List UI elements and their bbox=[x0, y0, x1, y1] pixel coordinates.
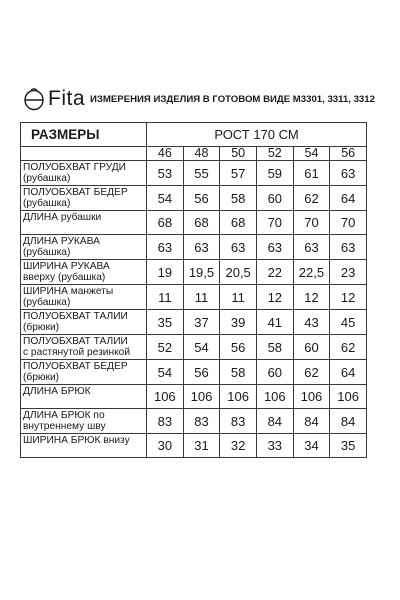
measurement-value: 54 bbox=[147, 360, 184, 385]
size-header-50: 50 bbox=[220, 147, 257, 161]
measurement-value: 60 bbox=[293, 335, 330, 360]
brand-logo bbox=[22, 86, 86, 112]
measurement-value: 58 bbox=[256, 335, 293, 360]
measurement-value: 35 bbox=[330, 434, 367, 458]
measurement-value: 31 bbox=[183, 434, 220, 458]
measurement-label: ДЛИНА рубашки bbox=[21, 211, 147, 235]
measurement-value: 43 bbox=[293, 310, 330, 335]
measurement-value: 22,5 bbox=[293, 260, 330, 285]
measurement-label: ШИРИНА манжеты (рубашка) bbox=[21, 285, 147, 310]
document-title: ИЗМЕРЕНИЯ ИЗДЕЛИЯ В ГОТОВОМ ВИДЕ М3301, 3311, 3312 bbox=[90, 94, 375, 105]
measurement-value: 41 bbox=[256, 310, 293, 335]
sizes-header: РАЗМЕРЫ bbox=[21, 123, 147, 147]
measurement-value: 32 bbox=[220, 434, 257, 458]
measurement-value: 20,5 bbox=[220, 260, 257, 285]
measurement-value: 63 bbox=[183, 235, 220, 260]
measurement-value: 70 bbox=[256, 211, 293, 235]
measurement-value: 62 bbox=[293, 186, 330, 211]
measurement-value: 70 bbox=[330, 211, 367, 235]
measurement-value: 106 bbox=[183, 385, 220, 409]
measurement-value: 63 bbox=[220, 235, 257, 260]
measurement-value: 11 bbox=[147, 285, 184, 310]
measurement-value: 56 bbox=[183, 360, 220, 385]
measurement-value: 60 bbox=[256, 186, 293, 211]
table-row bbox=[21, 434, 367, 458]
header-row bbox=[21, 123, 367, 147]
measurement-value: 56 bbox=[220, 335, 257, 360]
measurement-value: 19,5 bbox=[183, 260, 220, 285]
measurement-value: 62 bbox=[293, 360, 330, 385]
measurement-value: 83 bbox=[220, 409, 257, 434]
measurement-value: 68 bbox=[147, 211, 184, 235]
measurement-value: 59 bbox=[256, 161, 293, 186]
measurement-value: 57 bbox=[220, 161, 257, 186]
measurement-label: ПОЛУОБХВАТ ГРУДИ (рубашка) bbox=[21, 161, 147, 186]
height-header: РОСТ 170 СМ bbox=[147, 123, 367, 147]
size-chart-table bbox=[20, 122, 367, 458]
measurement-value: 55 bbox=[183, 161, 220, 186]
measurement-value: 63 bbox=[293, 235, 330, 260]
table-row bbox=[21, 211, 367, 235]
table-row bbox=[21, 310, 367, 335]
measurement-value: 54 bbox=[183, 335, 220, 360]
measurement-value: 63 bbox=[330, 235, 367, 260]
measurement-value: 106 bbox=[330, 385, 367, 409]
measurement-value: 63 bbox=[256, 235, 293, 260]
fita-logo-icon bbox=[22, 87, 46, 111]
table-row bbox=[21, 186, 367, 211]
brand-name: Fita bbox=[48, 87, 86, 110]
measurement-value: 63 bbox=[330, 161, 367, 186]
measurement-value: 35 bbox=[147, 310, 184, 335]
measurement-value: 54 bbox=[147, 186, 184, 211]
blank-cell bbox=[21, 147, 147, 161]
measurement-value: 83 bbox=[183, 409, 220, 434]
measurement-value: 11 bbox=[183, 285, 220, 310]
measurement-value: 58 bbox=[220, 186, 257, 211]
table-row bbox=[21, 161, 367, 186]
measurement-value: 64 bbox=[330, 186, 367, 211]
measurement-value: 53 bbox=[147, 161, 184, 186]
measurement-value: 12 bbox=[293, 285, 330, 310]
size-header-48: 48 bbox=[183, 147, 220, 161]
size-header-56: 56 bbox=[330, 147, 367, 161]
measurement-value: 45 bbox=[330, 310, 367, 335]
measurement-value: 34 bbox=[293, 434, 330, 458]
measurement-value: 106 bbox=[220, 385, 257, 409]
measurement-value: 33 bbox=[256, 434, 293, 458]
measurement-value: 22 bbox=[256, 260, 293, 285]
table-row bbox=[21, 385, 367, 409]
measurement-value: 62 bbox=[330, 335, 367, 360]
measurement-value: 106 bbox=[256, 385, 293, 409]
size-header-46: 46 bbox=[147, 147, 184, 161]
measurement-value: 84 bbox=[293, 409, 330, 434]
measurement-value: 68 bbox=[220, 211, 257, 235]
measurement-value: 37 bbox=[183, 310, 220, 335]
measurement-value: 23 bbox=[330, 260, 367, 285]
measurement-value: 56 bbox=[183, 186, 220, 211]
table-row bbox=[21, 285, 367, 310]
table-row bbox=[21, 235, 367, 260]
measurement-value: 12 bbox=[330, 285, 367, 310]
measurement-value: 19 bbox=[147, 260, 184, 285]
measurement-label: ДЛИНА БРЮК bbox=[21, 385, 147, 409]
measurement-label: ПОЛУОБХВАТ БЕДЕР (брюки) bbox=[21, 360, 147, 385]
measurement-label: ПОЛУОБХВАТ БЕДЕР (рубашка) bbox=[21, 186, 147, 211]
measurement-label: ДЛИНА РУКАВА (рубашка) bbox=[21, 235, 147, 260]
size-header-52: 52 bbox=[256, 147, 293, 161]
measurement-value: 64 bbox=[330, 360, 367, 385]
measurement-value: 84 bbox=[256, 409, 293, 434]
measurement-value: 68 bbox=[183, 211, 220, 235]
measurement-value: 11 bbox=[220, 285, 257, 310]
measurement-value: 84 bbox=[330, 409, 367, 434]
measurement-value: 39 bbox=[220, 310, 257, 335]
measurement-value: 63 bbox=[147, 235, 184, 260]
table-row bbox=[21, 360, 367, 385]
measurement-value: 30 bbox=[147, 434, 184, 458]
measurement-value: 61 bbox=[293, 161, 330, 186]
measurement-value: 12 bbox=[256, 285, 293, 310]
table-row bbox=[21, 409, 367, 434]
table-row bbox=[21, 260, 367, 285]
document-header bbox=[22, 86, 382, 112]
measurement-value: 58 bbox=[220, 360, 257, 385]
size-numbers-row bbox=[21, 147, 367, 161]
measurement-label: ПОЛУОБХВАТ ТАЛИИ (брюки) bbox=[21, 310, 147, 335]
measurement-value: 83 bbox=[147, 409, 184, 434]
measurement-value: 52 bbox=[147, 335, 184, 360]
table-row bbox=[21, 335, 367, 360]
measurement-value: 106 bbox=[147, 385, 184, 409]
measurement-label: ПОЛУОБХВАТ ТАЛИИ с растянутой резинкой bbox=[21, 335, 147, 360]
measurement-label: ШИРИНА БРЮК внизу bbox=[21, 434, 147, 458]
size-header-54: 54 bbox=[293, 147, 330, 161]
measurement-label: ДЛИНА БРЮК по внутреннему шву bbox=[21, 409, 147, 434]
measurement-value: 60 bbox=[256, 360, 293, 385]
measurement-value: 70 bbox=[293, 211, 330, 235]
measurement-label: ШИРИНА РУКАВА вверху (рубашка) bbox=[21, 260, 147, 285]
measurement-value: 106 bbox=[293, 385, 330, 409]
